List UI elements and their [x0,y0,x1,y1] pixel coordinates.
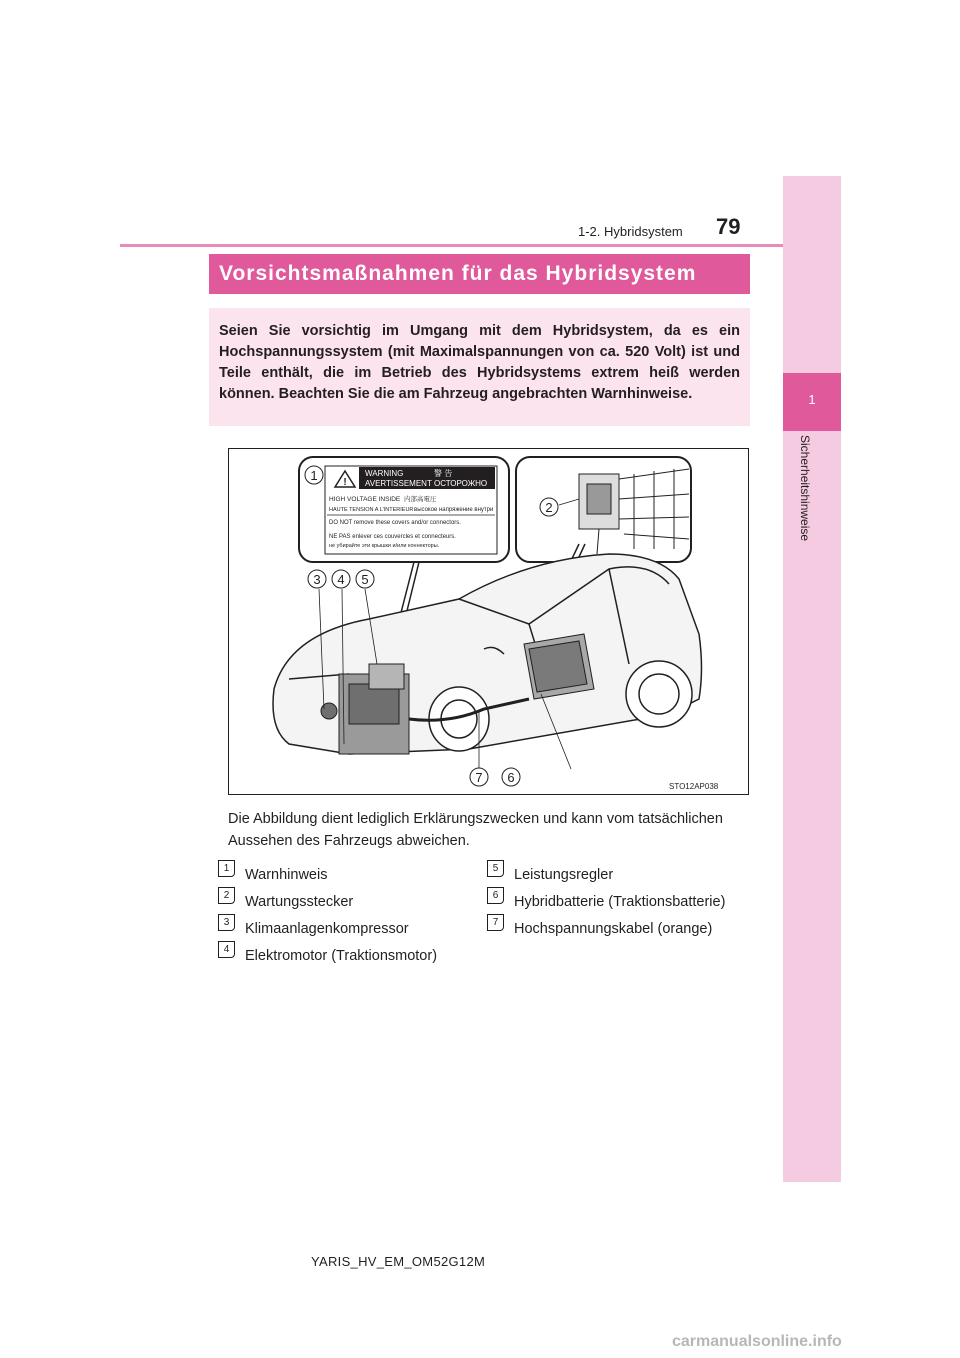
label-line4: HAUTE TENSION A L'INTERIEUR [329,507,414,513]
intro-box [209,308,750,426]
legend-item [218,890,354,910]
legend-label: Hochspannungskabel (orange) [514,920,713,937]
number-icon: 2 [218,887,235,904]
side-tab [783,176,841,1182]
legend-item [218,944,438,964]
number-icon: 4 [218,941,235,958]
legend-item [487,917,713,937]
legend-label: Warnhinweis [245,866,328,883]
footer-doc-code: YARIS_HV_EM_OM52G12M [311,1254,486,1269]
figure-code: STO12AP038 [669,782,719,791]
legend-item [487,890,726,910]
number-icon: 7 [487,914,504,931]
legend-item [487,863,614,883]
label-line5: DO NOT remove these covers and/or connectors. [329,520,461,526]
legend-item [218,863,328,883]
label-line2: AVERTISSEMENT [365,479,432,488]
hybrid-battery [524,634,594,699]
label-line2-ru: ОСТОРОЖНО [434,479,488,488]
label-line3: HIGH VOLTAGE INSIDE [329,496,401,503]
number-icon: 1 [218,860,235,877]
svg-text:6: 6 [507,770,515,785]
number-icon: 6 [487,887,504,904]
label-line6: NE PAS enlever ces couvercles et connecteurs. [329,534,456,540]
svg-text:7: 7 [475,770,483,785]
figure-caption: Die Abbildung dient lediglich Erklärungszwecken und kann vom tatsächlichen Aussehen des Fahrzeugs abweichen. [228,811,723,849]
legend-item [218,917,409,937]
number-icon: 5 [487,860,504,877]
legend-label: Wartungsstecker [245,893,354,910]
page-number: 79 [716,214,741,239]
legend-label: Leistungsregler [514,866,614,883]
svg-text:!: ! [343,477,347,488]
label-line1: WARNING [365,469,404,478]
label-line3-jp: 内部高電圧 [404,496,437,503]
svg-text:1: 1 [310,468,318,483]
svg-text:5: 5 [361,572,369,587]
legend-label: Elektromotor (Traktionsmotor) [245,947,438,964]
svg-text:2: 2 [545,500,553,515]
label-line7: не убирайте эти крышки и/или коннекторы. [329,543,440,549]
header-section: 1-2. Hybridsystem [578,224,683,239]
intro-text: Seien Sie vorsichtig im Umgang mit dem Hybridsystem, da es ein Hochspannungssystem (mit Maximalspannungen von ca. 520 Volt) ist und Teile enthält, die im Betrieb des Hybridsystems extrem heiß werden können. Beachten Sie die am Fahrzeug angebrachten Warnhinweise. [219,323,740,402]
legend-label: Klimaanlagenkompressor [245,920,409,937]
number-icon: 3 [218,914,235,931]
section-title: Vorsichtsmaßnahmen für das Hybridsystem [209,254,750,294]
legend-label: Hybridbatterie (Traktionsbatterie) [514,893,726,910]
header-rule [120,244,783,247]
chapter-number: 1 [808,392,816,407]
chapter-title: Sicherheitshinweise [798,435,812,542]
label-line4-ru: высокое напряжение внутри [414,507,494,513]
svg-text:4: 4 [337,572,345,587]
label-line1-jp: 警 告 [434,469,453,478]
hybrid-system-figure [228,448,749,795]
watermark: carmanualsonline.info [672,1333,842,1350]
vehicle-illustration [229,449,748,794]
svg-text:3: 3 [313,572,321,587]
